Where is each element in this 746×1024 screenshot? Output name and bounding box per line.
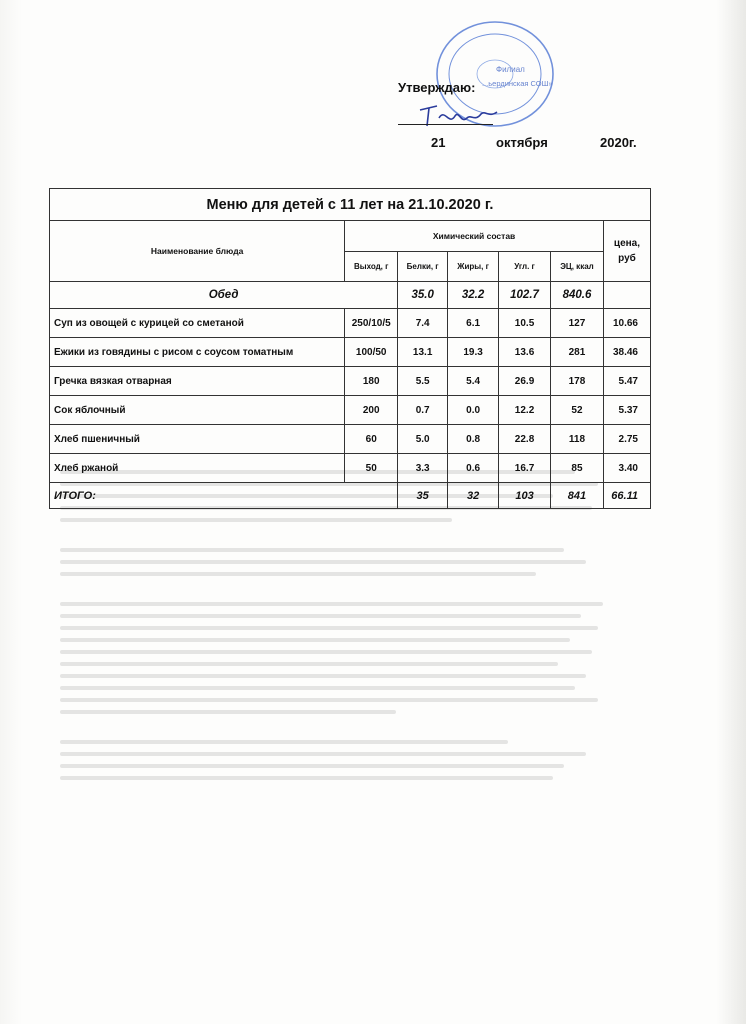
- section-row: [50, 282, 651, 309]
- dish-name: Гречка вязкая отварная: [50, 367, 345, 396]
- svg-text:...ьердинская СОШ»: ...ьердинская СОШ»: [482, 79, 553, 88]
- dish-price: 10.66: [603, 309, 650, 338]
- menu-title-row: [50, 189, 651, 221]
- dish-price: 2.75: [603, 425, 650, 454]
- table-row: [50, 338, 651, 367]
- section-energy: 840.6: [551, 282, 604, 309]
- header-chemical: Химический состав: [345, 221, 604, 252]
- table-row: [50, 367, 651, 396]
- dish-fat: 6.1: [448, 309, 499, 338]
- dish-price: 5.47: [603, 367, 650, 396]
- total-price: 66.11: [603, 483, 650, 509]
- dish-price: 3.40: [603, 454, 650, 483]
- signature-line: [398, 124, 493, 125]
- approval-label: Утверждаю:: [398, 80, 476, 95]
- dish-output: 60: [345, 425, 398, 454]
- section-protein: 35.0: [398, 282, 448, 309]
- dish-carbs: 16.7: [499, 454, 551, 483]
- table-row: [50, 309, 651, 338]
- dish-fat: 0.8: [448, 425, 499, 454]
- header-price: цена, руб: [603, 221, 650, 282]
- dish-carbs: 12.2: [499, 396, 551, 425]
- menu-title: Меню для детей с 11 лет на 21.10.2020 г.: [50, 189, 651, 221]
- header-carbs: Угл. г: [499, 252, 551, 282]
- dish-output: 100/50: [345, 338, 398, 367]
- svg-text:Филиал: Филиал: [496, 65, 525, 74]
- dish-protein: 7.4: [398, 309, 448, 338]
- section-name: Обед: [50, 282, 398, 309]
- dish-name: Ежики из говядины с рисом с соусом томатным: [50, 338, 345, 367]
- dish-name: Сок яблочный: [50, 396, 345, 425]
- reverse-side-bleed: [60, 470, 620, 890]
- dish-name: Суп из овощей с курицей со сметаной: [50, 309, 345, 338]
- dish-energy: 178: [551, 367, 604, 396]
- header-fat: Жиры, г: [448, 252, 499, 282]
- dish-fat: 5.4: [448, 367, 499, 396]
- approval-day: 21: [431, 135, 446, 150]
- dish-name: Хлеб пшеничный: [50, 425, 345, 454]
- approval-year: 2020г.: [600, 135, 637, 150]
- dish-output: 250/10/5: [345, 309, 398, 338]
- dish-energy: 118: [551, 425, 604, 454]
- menu-table: [49, 188, 651, 509]
- dish-protein: 3.3: [398, 454, 448, 483]
- total-row: [50, 483, 651, 509]
- dish-energy: 52: [551, 396, 604, 425]
- dish-fat: 19.3: [448, 338, 499, 367]
- total-fat: 32: [448, 483, 499, 509]
- total-energy: 841: [551, 483, 604, 509]
- approval-month: октября: [496, 135, 548, 150]
- dish-fat: 0.6: [448, 454, 499, 483]
- total-carbs: 103: [499, 483, 551, 509]
- dish-energy: 127: [551, 309, 604, 338]
- section-fat: 32.2: [448, 282, 499, 309]
- header-dish-name: Наименование блюда: [50, 221, 345, 282]
- header-output: Выход, г: [345, 252, 398, 282]
- dish-carbs: 22.8: [499, 425, 551, 454]
- dish-energy: 281: [551, 338, 604, 367]
- header-energy: ЭЦ, ккал: [551, 252, 604, 282]
- dish-output: 50: [345, 454, 398, 483]
- table-row: [50, 425, 651, 454]
- table-row: [50, 396, 651, 425]
- dish-name: Хлеб ржаной: [50, 454, 345, 483]
- section-carbs: 102.7: [499, 282, 551, 309]
- dish-carbs: 10.5: [499, 309, 551, 338]
- dish-fat: 0.0: [448, 396, 499, 425]
- dish-protein: 13.1: [398, 338, 448, 367]
- total-label: ИТОГО:: [50, 483, 398, 509]
- dish-carbs: 13.6: [499, 338, 551, 367]
- header-protein: Белки, г: [398, 252, 448, 282]
- dish-energy: 85: [551, 454, 604, 483]
- dish-protein: 5.5: [398, 367, 448, 396]
- dish-price: 38.46: [603, 338, 650, 367]
- signature: [415, 96, 505, 136]
- dish-protein: 5.0: [398, 425, 448, 454]
- table-row: [50, 454, 651, 483]
- dish-output: 180: [345, 367, 398, 396]
- dish-protein: 0.7: [398, 396, 448, 425]
- dish-output: 200: [345, 396, 398, 425]
- dish-carbs: 26.9: [499, 367, 551, 396]
- dish-price: 5.37: [603, 396, 650, 425]
- section-price: [603, 282, 650, 309]
- total-protein: 35: [398, 483, 448, 509]
